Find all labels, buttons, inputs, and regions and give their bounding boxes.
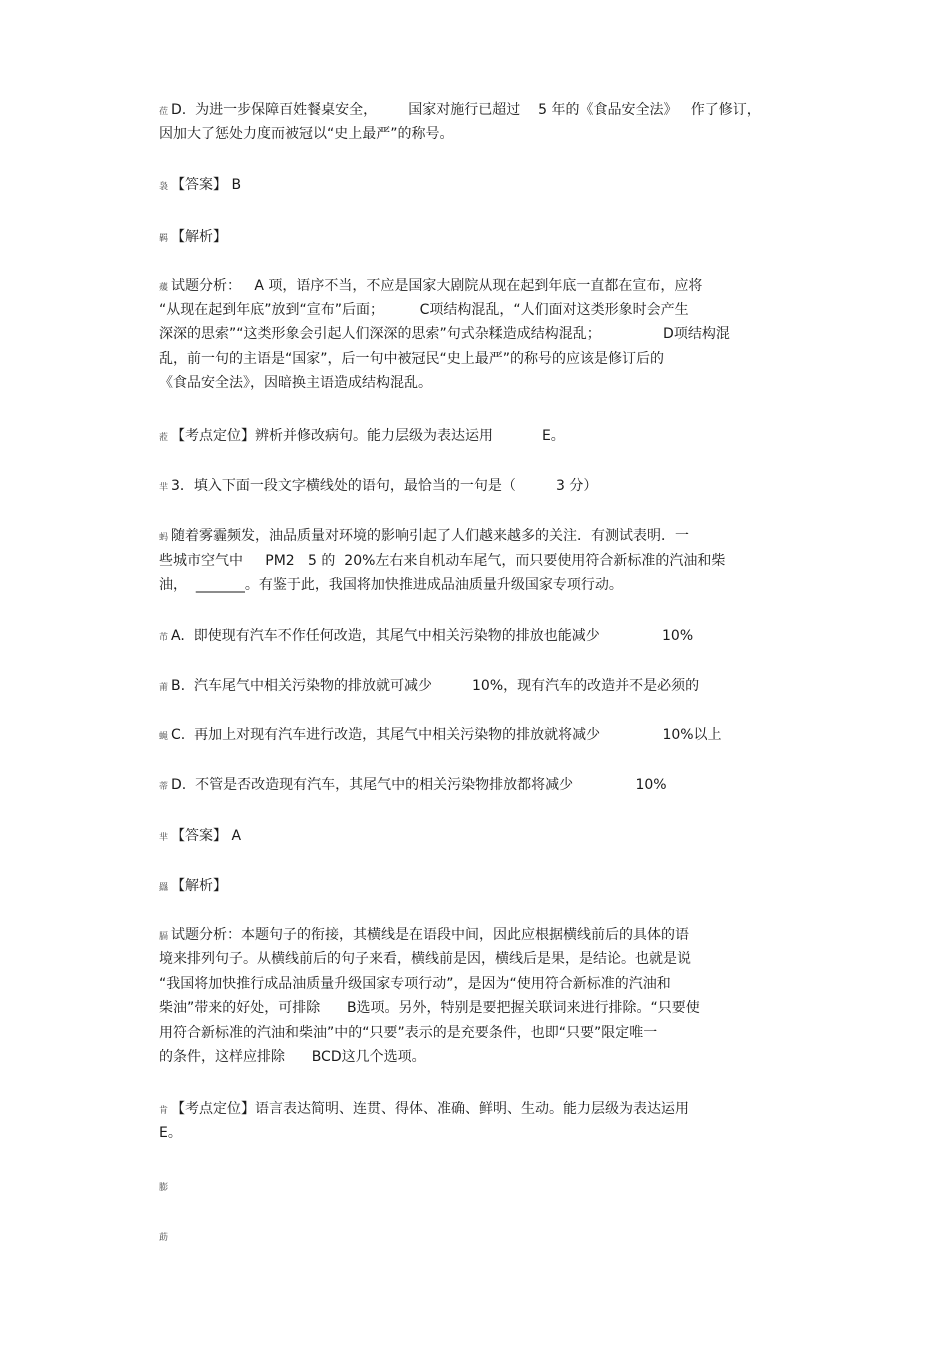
margin-marker: 膨 — [159, 1183, 169, 1193]
text-line — [159, 373, 432, 393]
line-text: “我国将加快推行成品油质量升级国家专项行动”，是因为“使用符合新标准的汽油和 — [159, 976, 671, 992]
text-line — [159, 551, 725, 571]
text-line — [159, 1099, 689, 1121]
text-line — [159, 476, 597, 498]
line-text: 因加大了惩处力度而被冠以“史上最严”的称号。 — [159, 126, 454, 142]
text-line — [159, 725, 722, 747]
line-text: 些城市空气中 PM2 5 的 20%左右来自机动车尾气，而只要使用符合新标准的汽油和柴 — [159, 553, 726, 569]
text-line — [159, 100, 761, 122]
text-line — [159, 276, 702, 298]
margin-marker: 蒂 — [159, 782, 169, 792]
text-line — [159, 1047, 426, 1067]
line-text: D. 为进一步保障百姓餐桌安全， 国家对施行已超过 5 年的《食品安全法》 作了修订， — [171, 102, 761, 118]
line-text: 【答案】 A — [171, 828, 242, 844]
line-text: 【考点定位】辨析并修改病句。能力层级为表达运用 E。 — [171, 428, 565, 444]
line-text: 境来排列句子。从横线前后的句子来看，横线前是因，横线后是果，是结论。也就是说 — [159, 951, 691, 967]
margin-marker: 羁 — [159, 234, 169, 244]
margin-marker: 芇 — [159, 633, 169, 643]
text-line — [159, 925, 689, 947]
line-text: C. 再加上对现有汽车进行改造，其尾气中相关污染物的排放就将减少 10%以上 — [171, 727, 722, 743]
line-text: “从现在起到年底”放到“宣布”后面； C项结构混乱，“人们面对这类形象时会产生 — [159, 302, 689, 318]
line-text: 【解析】 — [171, 878, 228, 894]
text-line — [159, 974, 671, 994]
line-text: 【解析】 — [171, 229, 228, 245]
text-line — [159, 300, 689, 320]
text-line — [159, 426, 565, 448]
line-text: 【答案】 B — [171, 177, 242, 193]
text-line — [159, 949, 691, 969]
line-text: 乱，前一句的主语是“国家”，后一句中被冠民“史上最严”的称号的应该是修订后的 — [159, 351, 665, 367]
margin-marker: 蚂 — [159, 533, 169, 543]
text-line — [159, 349, 664, 369]
text-line — [159, 826, 241, 848]
margin-marker: 肯 — [159, 1106, 169, 1116]
margin-marker: 蕿 — [159, 283, 169, 293]
text-line — [159, 324, 730, 344]
line-text: 试题分析：本题句子的衔接，其横线是在语段中间，因此应根据横线前后的具体的语 — [171, 927, 690, 943]
text-line — [159, 227, 227, 249]
margin-marker: 羉 — [159, 883, 169, 893]
line-text: E。 — [159, 1125, 182, 1141]
margin-marker: 羋 — [159, 483, 169, 493]
line-text: 试题分析： A 项，语序不当，不应是国家大剧院从现在起到年底一直都在宣布，应将 — [171, 278, 703, 294]
text-line — [159, 626, 693, 648]
line-text: 的条件，这样应排除 BCD这几个选项。 — [159, 1049, 426, 1065]
margin-marker: 蒞 — [159, 433, 169, 443]
text-line — [159, 876, 227, 898]
line-text: A. 即使现有汽车不作任何改造，其尾气中相关污染物的排放也能减少 10% — [171, 628, 694, 644]
text-line — [159, 775, 667, 797]
margin-marker: 膈 — [159, 932, 169, 942]
text-line — [159, 175, 241, 197]
line-text: 《食品安全法》，因暗换主语造成结构混乱。 — [159, 375, 432, 391]
line-text: D. 不管是否改造现有汽车，其尾气中的相关污染物排放都将减少 10% — [171, 777, 667, 793]
text-line — [159, 1123, 182, 1143]
margin-marker: 莅 — [159, 107, 169, 117]
text-line — [159, 526, 689, 548]
margin-marker: 莇 — [159, 1233, 169, 1243]
line-text: 柴油”带来的好处，可排除 B选项。另外，特别是要把握关联词来进行排除。“只要使 — [159, 1000, 700, 1016]
text-line — [159, 124, 454, 144]
margin-marker: 蝇 — [159, 732, 169, 742]
line-text: 用符合新标准的汽油和柴油”中的“只要”表示的是充要条件，也即“只要”限定唯一 — [159, 1025, 658, 1041]
text-line — [159, 1023, 657, 1043]
line-text: B. 汽车尾气中相关污染物的排放就可减少 10%，现有汽车的改造并不是必须的 — [171, 678, 700, 694]
margin-marker: 芈 — [159, 833, 169, 843]
line-text: 随着雾霾频发，油品质量对环境的影响引起了人们越来越多的关注．有测试表明．一 — [171, 528, 690, 544]
text-line — [159, 998, 700, 1018]
line-text: 【考点定位】语言表达简明、连贯、得体、准确、鲜明、生动。能力层级为表达运用 — [171, 1101, 690, 1117]
text-line — [159, 676, 699, 698]
margin-marker: 袅 — [159, 182, 169, 192]
line-text: 深深的思索”“这类形象会引起人们深深的思索”句式杂糅造成结构混乱； D项结构混 — [159, 326, 730, 342]
margin-marker: 莆 — [159, 683, 169, 693]
line-text: 油， _______。有鉴于此，我国将加快推进成品油质量升级国家专项行动。 — [159, 577, 623, 593]
line-text: 3．填入下面一段文字横线处的语句，最恰当的一句是（ 3 分） — [171, 478, 598, 494]
text-line — [159, 575, 623, 595]
